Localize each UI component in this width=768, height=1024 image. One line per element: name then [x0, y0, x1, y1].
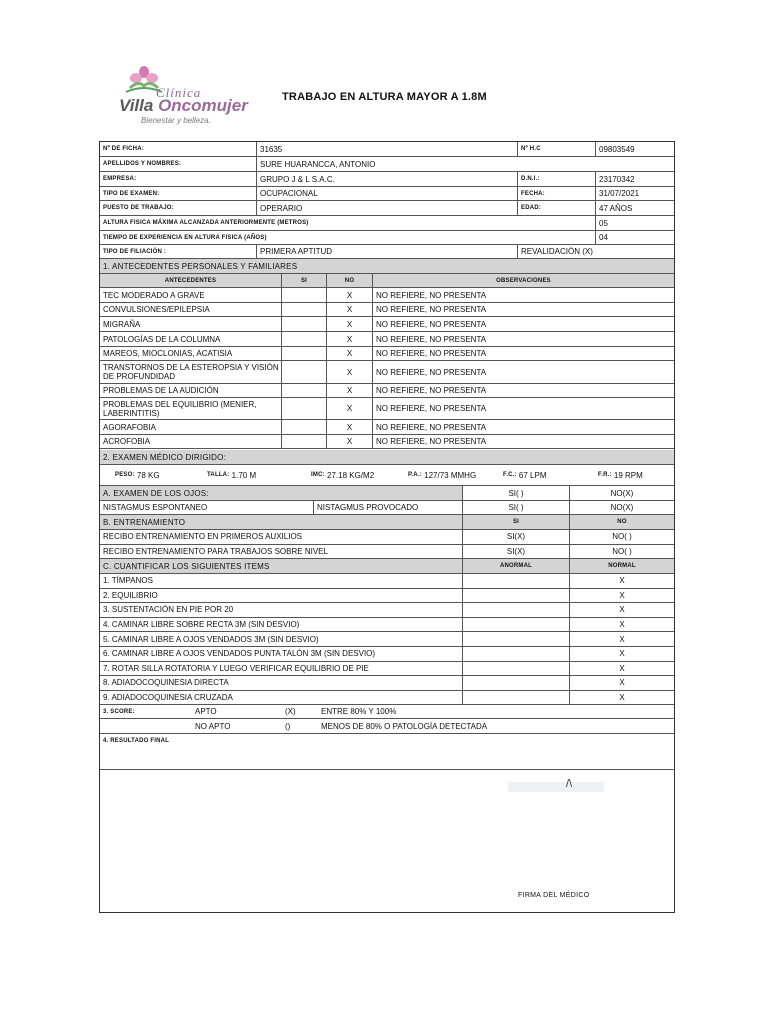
antecedente-si	[281, 398, 326, 419]
row-tiempo	[100, 231, 674, 245]
hc-value: 09803549	[595, 142, 674, 156]
antecedente-si	[281, 420, 326, 434]
item-anormal	[462, 676, 569, 690]
entrenamiento-name: RECIBO ENTRENAMIENTO EN PRIMEROS AUXILIOS	[103, 532, 302, 542]
antecedente-row	[100, 317, 674, 332]
dni-value: 23170342	[595, 172, 674, 186]
secA-si: SI( )	[462, 486, 569, 500]
sec2-header	[100, 450, 674, 465]
imc: IMC: 27.18 KG/M2	[311, 470, 375, 480]
item-anormal	[462, 574, 569, 588]
ficha-value: 31635	[256, 142, 517, 156]
antecedente-row	[100, 420, 674, 435]
secC-title: C. CUANTIFICAR LOS SIGUIENTES ITEMS	[103, 561, 270, 571]
item-anormal	[462, 632, 569, 646]
item-name: 4. CAMINAR LIBRE SOBRE RECTA 3M (SIN DESVIO)	[103, 620, 300, 630]
item-anormal	[462, 589, 569, 603]
sec2-title: 2. EXAMEN MÉDICO DIRIGIDO:	[103, 452, 226, 462]
antecedente-obs: NO REFIERE, NO PRESENTA	[372, 332, 674, 346]
antecedente-no: X	[326, 288, 372, 302]
item-normal: X	[569, 676, 674, 690]
item-normal: X	[569, 603, 674, 617]
antecedente-obs: NO REFIERE, NO PRESENTA	[372, 317, 674, 331]
item-row	[100, 662, 674, 677]
item-name: 2. EQUILIBRIO	[103, 590, 158, 600]
item-anormal	[462, 618, 569, 632]
entrenamiento-no: NO( )	[569, 530, 674, 544]
item-name: 3. SUSTENTACIÓN EN PIE POR 20	[103, 605, 234, 615]
tiempo-value: 04	[595, 231, 674, 244]
score-apto-row	[100, 705, 674, 719]
row-nombres	[100, 157, 674, 172]
item-anormal	[462, 662, 569, 676]
secA-title: A. EXAMEN DE LOS OJOS:	[100, 486, 462, 500]
revalidacion-value: REVALIDACIÓN (X)	[517, 245, 674, 258]
nombres-label: APELLIDOS Y NOMBRES:	[103, 161, 182, 167]
entrenamiento-si: SI(X)	[462, 530, 569, 544]
sec1-header	[100, 259, 674, 274]
secA-no: NO(X)	[569, 486, 674, 500]
document-title: TRABAJO EN ALTURA MAYOR A 1.8M	[282, 91, 487, 103]
antecedente-obs: NO REFIERE, NO PRESENTA	[372, 288, 674, 302]
antecedente-obs: NO REFIERE, NO PRESENTA	[372, 384, 674, 397]
talla: TALLA: 1.70 M	[207, 470, 257, 480]
item-anormal	[462, 691, 569, 705]
fc: F.C.: 67 LPM	[503, 470, 547, 480]
item-row	[100, 603, 674, 618]
ficha-label: Nº DE FICHA:	[103, 146, 144, 152]
filiacion-value: PRIMERA APTITUD	[256, 245, 517, 258]
secC-anormal: ANORMAL	[462, 559, 569, 573]
edad-value: 47 AÑOS	[595, 201, 674, 215]
fr: F.R.: 19 RPM	[598, 470, 643, 480]
antecedente-name: ACROFOBIA	[103, 437, 151, 446]
col-observaciones: OBSERVACIONES	[372, 274, 674, 287]
antecedente-name: TRANSTORNOS DE LA ESTEROPSIA Y VISIÓN DE PROFUNDIDAD	[103, 363, 279, 381]
item-row	[100, 691, 674, 706]
antecedente-name: CONVULSIONES/EPILEPSIA	[103, 305, 210, 314]
secB-header	[100, 515, 674, 530]
item-name: 9. ADIADOCOQUINESIA CRUZADA	[103, 693, 233, 703]
secA-header	[100, 486, 674, 501]
item-normal: X	[569, 691, 674, 705]
item-normal: X	[569, 574, 674, 588]
entrenamiento-row	[100, 530, 674, 545]
entrenamiento-no: NO( )	[569, 545, 674, 559]
row-empresa	[100, 172, 674, 187]
puesto-label: PUESTO DE TRABAJO:	[103, 205, 174, 211]
secB-no: NO	[569, 515, 674, 529]
score-noapto: NO APTO	[195, 721, 231, 731]
nistagmus-provocado: NISTAGMUS PROVOCADO	[313, 501, 462, 514]
item-row	[100, 632, 674, 647]
antecedente-si	[281, 317, 326, 331]
vitals-row	[100, 465, 674, 486]
antecedente-obs: NO REFIERE, NO PRESENTA	[372, 420, 674, 434]
empresa-value: GRUPO J & L S.A.C.	[256, 172, 517, 186]
antecedente-obs: NO REFIERE, NO PRESENTA	[372, 303, 674, 316]
antecedente-name: PROBLEMAS DEL EQUILIBRIO (MENIER, LABERINTITIS)	[103, 399, 257, 418]
firma-medico: FIRMA DEL MÉDICO	[518, 892, 590, 899]
antecedente-no: X	[326, 303, 372, 316]
antecedente-name: AGORAFOBIA	[103, 422, 156, 432]
antecedente-name: PATOLOGÍAS DE LA COLUMNA	[103, 334, 221, 344]
antecedente-obs: NO REFIERE, NO PRESENTA	[372, 435, 674, 448]
tipo-label: TIPO DE EXAMEN:	[103, 190, 160, 197]
fecha-value: 31/07/2021	[595, 187, 674, 200]
col-si: SI	[281, 274, 326, 287]
altura-value: 05	[595, 216, 674, 230]
item-normal: X	[569, 662, 674, 676]
antecedente-si	[281, 384, 326, 397]
secC-normal: NORMAL	[569, 559, 674, 573]
logo-tagline: Bienestar y belleza.	[141, 116, 211, 125]
score-noapto-desc: MENOS DE 80% O PATOLOGÍA DETECTADA	[321, 721, 488, 731]
row-filiacion	[100, 245, 674, 259]
nistagmus-si: SI( )	[462, 501, 569, 514]
item-name: 1. TÍMPANOS	[103, 576, 153, 586]
nistagmus-espontaneo: NISTAGMUS ESPONTANEO	[103, 503, 208, 512]
antecedente-no: X	[326, 398, 372, 419]
item-name: 5. CAMINAR LIBRE A OJOS VENDADOS 3M (SIN DESVIO)	[103, 634, 319, 644]
antecedente-row	[100, 332, 674, 347]
item-row	[100, 589, 674, 604]
item-anormal	[462, 603, 569, 617]
score-noapto-row	[100, 719, 674, 734]
score-label: 3. SCORE:	[103, 708, 135, 715]
fecha-label: FECHA:	[517, 187, 595, 200]
col-no: NO	[326, 274, 372, 287]
antecedente-name: MIGRAÑA	[103, 319, 141, 329]
secB-title: B. ENTRENAMIENTO	[103, 517, 186, 527]
entrenamiento-row	[100, 545, 674, 560]
antecedente-si	[281, 347, 326, 360]
clinic-logo	[104, 52, 256, 132]
antecedente-row	[100, 435, 674, 449]
antecedente-no: X	[326, 347, 372, 360]
score-noapto-mark: ()	[285, 721, 291, 731]
antecedente-row	[100, 288, 674, 303]
entrenamiento-name: RECIBO ENTRENAMIENTO PARA TRABAJOS SOBRE NIVEL	[103, 546, 328, 556]
filiacion-label: TIPO DE FILIACIÓN :	[103, 248, 167, 255]
antecedente-name: MAREOS, MIOCLONIAS, ACATISIA	[103, 349, 233, 358]
altura-label: ALTURA FISICA MÁXIMA ALCANZADA ANTERIORMENTE (METROS)	[103, 220, 309, 226]
antecedente-name: PROBLEMAS DE LA AUDICIÓN	[103, 386, 219, 395]
logo-name-text: Villa Oncomujer	[119, 96, 248, 115]
item-row	[100, 647, 674, 662]
item-name: 7. ROTAR SILLA ROTATORIA Y LUEGO VERIFICAR EQUILIBRIO DE PIE	[103, 663, 369, 673]
item-row	[100, 676, 674, 691]
hc-label: Nº H.C	[517, 142, 595, 156]
item-anormal	[462, 647, 569, 661]
exam-form	[99, 141, 675, 913]
item-row	[100, 618, 674, 633]
item-normal: X	[569, 589, 674, 603]
antecedente-no: X	[326, 420, 372, 434]
antecedente-si	[281, 361, 326, 383]
entrenamiento-si: SI(X)	[462, 545, 569, 559]
resultado-label: 4. RESULTADO FINAL	[103, 738, 170, 744]
antecedente-no: X	[326, 332, 372, 346]
row-ficha	[100, 142, 674, 157]
antecedente-no: X	[326, 361, 372, 383]
peso: PESO: 78 KG	[115, 470, 160, 480]
dni-label: D.N.I.:	[517, 172, 595, 186]
sec1-title: 1. ANTECEDENTES PERSONALES Y FAMILIARES	[103, 261, 298, 271]
score-apto-desc: ENTRE 80% Y 100%	[321, 707, 397, 716]
secA-nistagmus-row	[100, 501, 674, 515]
antecedente-si	[281, 303, 326, 316]
antecedente-row	[100, 398, 674, 420]
nistagmus-no: NO(X)	[569, 501, 674, 514]
antecedente-obs: NO REFIERE, NO PRESENTA	[372, 361, 674, 383]
row-altura	[100, 216, 674, 231]
puesto-value: OPERARIO	[256, 201, 517, 215]
resultado-row	[100, 734, 674, 770]
score-apto-mark: (X)	[285, 707, 296, 716]
antecedente-row	[100, 347, 674, 361]
nombres-value: SURE HUARANCCA, ANTONIO	[256, 157, 674, 171]
tipo-value: OCUPACIONAL	[256, 187, 517, 200]
antecedente-no: X	[326, 384, 372, 397]
antecedente-si	[281, 288, 326, 302]
antecedente-row	[100, 303, 674, 317]
antecedente-row	[100, 361, 674, 384]
antecedente-name: TEC MODERADO A GRAVE	[103, 290, 205, 300]
antecedente-si	[281, 332, 326, 346]
antecedente-no: X	[326, 435, 372, 448]
item-normal: X	[569, 618, 674, 632]
item-row	[100, 574, 674, 589]
secC-header	[100, 559, 674, 574]
item-name: 6. CAMINAR LIBRE A OJOS VENDADOS PUNTA TALÓN 3M (SIN DESVIO)	[103, 649, 376, 659]
signature-mark: /\	[508, 782, 604, 792]
item-normal: X	[569, 647, 674, 661]
antecedente-si	[281, 435, 326, 448]
antecedente-row	[100, 384, 674, 398]
tiempo-label: TIEMPO DE EXPERIENCIA EN ALTURA FISICA (AÑOS)	[103, 234, 267, 241]
antecedente-no: X	[326, 317, 372, 331]
presion: P.A.: 127/73 MMHG	[408, 470, 477, 480]
antecedente-obs: NO REFIERE, NO PRESENTA	[372, 398, 674, 419]
row-puesto	[100, 201, 674, 216]
antecedente-obs: NO REFIERE, NO PRESENTA	[372, 347, 674, 360]
score-apto: APTO	[195, 707, 217, 716]
item-name: 8. ADIADOCOQUINESIA DIRECTA	[103, 678, 229, 688]
row-tipo	[100, 187, 674, 201]
sec1-colheads	[100, 274, 674, 288]
empresa-label: EMPRESA:	[103, 176, 137, 182]
item-normal: X	[569, 632, 674, 646]
logo-clinica-text: Clínica	[156, 85, 202, 100]
secB-si: SI	[462, 515, 569, 529]
edad-label: EDAD:	[517, 201, 595, 215]
col-antecedentes: ANTECEDENTES	[164, 277, 217, 284]
